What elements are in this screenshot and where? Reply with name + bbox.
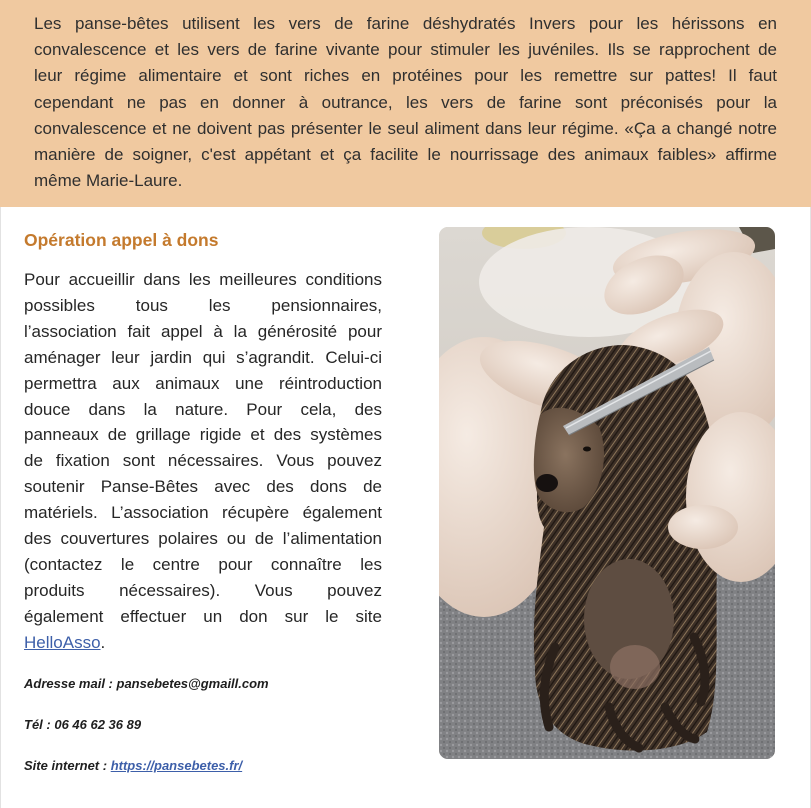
link-suffix: . (100, 632, 106, 652)
contact-phone (24, 715, 141, 735)
intro-line: manière de soigner, c'est appétant et ça facilite le nourrissage des animaux faibles» affirme (34, 145, 777, 165)
contact-website (24, 756, 242, 776)
hedgehog-nose (536, 474, 558, 492)
intro-paragraph (34, 11, 777, 194)
paragraph-line: l’association fait appel à la générosité pour (24, 321, 382, 341)
paragraph-line: des couvertures polaires ou de l’alimentation (24, 529, 382, 549)
helloasso-link[interactable]: HelloAsso (24, 632, 101, 652)
intro-line: même Marie-Laure. (34, 171, 183, 191)
paragraph-line: soutenir Panse-Bêtes avec des dons de (24, 477, 382, 497)
email-value: pansebetes@gmaill.com (116, 676, 269, 691)
paragraph-line: (contactez le centre pour connaître les (24, 554, 382, 574)
hedgehog-skin-patch (610, 645, 660, 689)
paragraph-line: également effectuer un don sur le site (24, 606, 382, 626)
intro-line: leur régime alimentaire et sont riches en protéines pour les remettre sur pattes! Il faut (34, 66, 777, 86)
paragraph-line: matériels. L’association récupère également (24, 503, 382, 523)
paragraph-line: produits nécessaires). Vous pouvez (24, 580, 382, 600)
paragraph-line: douce dans la nature. Pour cela, des (24, 399, 382, 419)
phone-label: Tél : (24, 717, 55, 732)
paragraph-line: de fixation sont nécessaires. Vous pouvez (24, 451, 382, 471)
appeal-section (0, 207, 811, 808)
paragraph-line: possibles tous les pensionnaires, (24, 295, 382, 315)
intro-line: convalescence et ne doivent pas présenter le seul aliment dans leur régime. «Ça a changé notre (34, 118, 777, 138)
intro-line: Les panse-bêtes utilisent les vers de farine déshydratés Invers pour les hérissons en (34, 14, 777, 33)
hedgehog-eye (583, 447, 591, 452)
paragraph-line: aménager leur jardin qui s’agrandit. Celui-ci (24, 347, 382, 367)
website-link[interactable]: https://pansebetes.fr/ (110, 758, 243, 773)
email-label: Adresse mail : (24, 676, 117, 691)
phone-value: 06 46 62 36 89 (54, 717, 142, 732)
hedgehog-photo-drawing (439, 227, 775, 759)
paragraph-line: Pour accueillir dans les meilleures conditions (24, 270, 382, 289)
hedgehog-photo (439, 227, 775, 759)
paragraph-line: permettra aux animaux une réintroduction (24, 373, 382, 393)
intro-line: cependant ne pas en donner à outrance, les vers de farine sont préconisés pour la (34, 92, 777, 112)
appeal-paragraph (24, 267, 382, 656)
section-heading: Opération appel à dons (24, 230, 219, 250)
paragraph-line: panneaux de grillage rigide et des systèmes (24, 425, 382, 445)
intro-box (0, 0, 811, 207)
contact-email (24, 674, 269, 694)
intro-line: convalescence et les vers de farine vivante pour stimuler les juvéniles. Ils se rapprochent de (34, 40, 777, 60)
paragraph-last-line (24, 630, 382, 656)
site-label: Site internet : (24, 758, 111, 773)
